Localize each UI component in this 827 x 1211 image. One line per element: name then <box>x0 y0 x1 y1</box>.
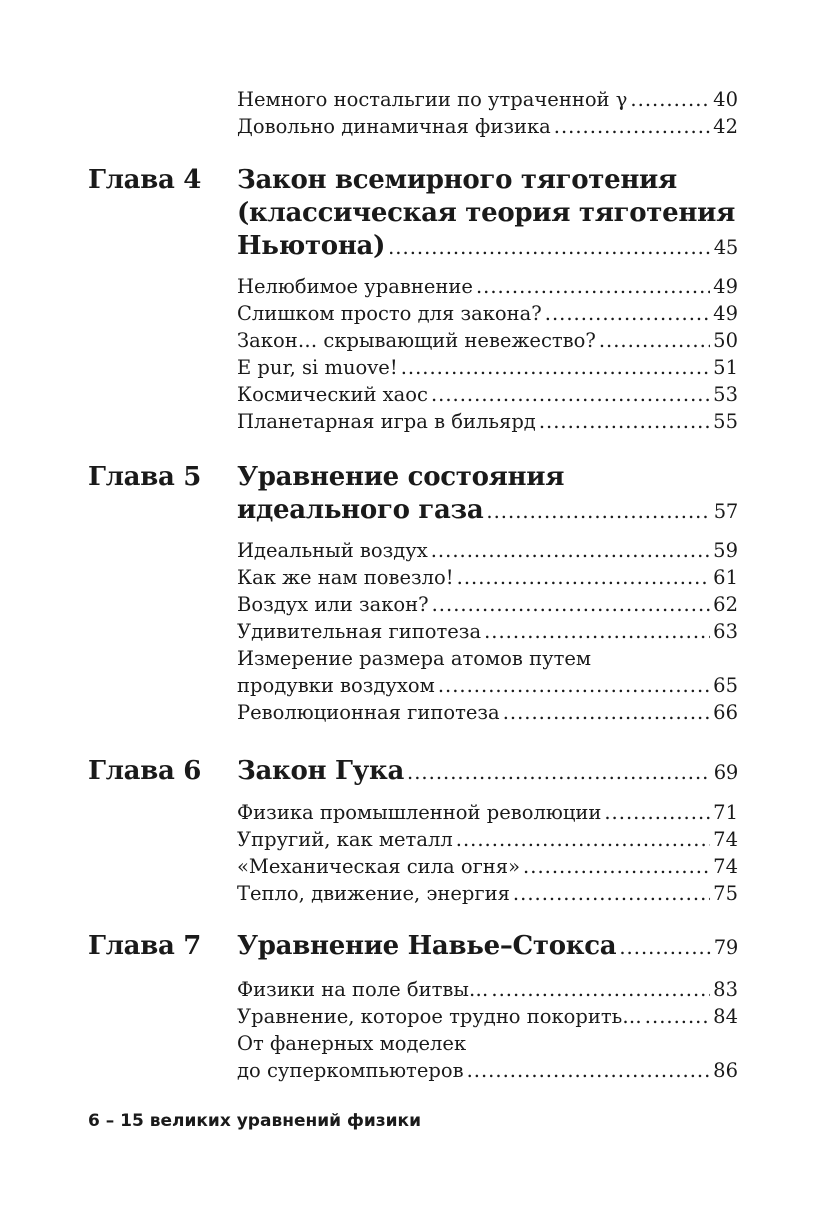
toc-entry-page: 75 <box>713 882 738 905</box>
chapter-page: 45 <box>713 236 738 259</box>
toc-entry-title: Планетарная игра в бильярд <box>237 410 536 433</box>
toc-entry-page: 50 <box>713 329 738 352</box>
toc-entry-title: Воздух или закон? <box>237 593 429 616</box>
toc-entry-page: 71 <box>713 801 738 824</box>
chapter-title <box>237 164 738 263</box>
toc-entry-title: Упругий, как металл <box>237 828 453 851</box>
toc-entry-page: 63 <box>713 620 738 643</box>
toc-entry-title: Закон… скрывающий невежество? <box>237 329 596 352</box>
chapter-page: 69 <box>713 761 738 784</box>
toc-entry-page: 49 <box>713 275 738 298</box>
leader-dots <box>604 799 710 826</box>
leader-dots <box>491 976 710 1003</box>
toc-entry-page: 49 <box>713 302 738 325</box>
toc-entry-page: 74 <box>713 855 738 878</box>
leader-dots <box>438 672 710 699</box>
chapter-title-line: Уравнение состояния <box>237 462 565 492</box>
toc-entry-title: Как же нам повезло! <box>237 566 454 589</box>
toc-entry-title: E pur, si muove! <box>237 356 398 379</box>
leader-dots <box>431 381 710 408</box>
leader-dots <box>431 537 710 564</box>
toc-entry-title: Довольно динамичная физика <box>237 115 551 138</box>
chapter-label: Глава 4 <box>88 165 202 195</box>
toc-entry-page: 53 <box>713 383 738 406</box>
toc-entry-page: 84 <box>713 1005 738 1028</box>
toc-entry <box>237 113 738 140</box>
toc-entry-page: 66 <box>713 701 738 724</box>
toc-entry-title: продувки воздухом <box>237 674 435 697</box>
chapter-title <box>237 930 738 963</box>
leader-dots <box>388 231 711 264</box>
chapter-label: Глава 5 <box>88 462 202 492</box>
toc-entry <box>237 537 738 726</box>
chapter-page: 79 <box>713 936 738 959</box>
leader-dots <box>432 591 711 618</box>
leader-dots <box>467 1057 711 1084</box>
toc-entry-page: 74 <box>713 828 738 851</box>
chapter-title <box>237 461 738 527</box>
toc-entry-page: 62 <box>713 593 738 616</box>
toc-entry-title: Идеальный воздух <box>237 539 428 562</box>
toc-entry-page: 40 <box>713 88 738 111</box>
toc-entry <box>237 976 738 1084</box>
toc-entry <box>237 86 738 113</box>
chapter-page: 57 <box>713 500 738 523</box>
toc-entry-page: 61 <box>713 566 738 589</box>
leader-dots <box>523 853 710 880</box>
toc-entry-title: до суперкомпьютеров <box>237 1059 464 1082</box>
leader-dots <box>457 564 711 591</box>
toc-entry-title: Удивительная гипотеза <box>237 620 482 643</box>
toc-entry-page: 55 <box>713 410 738 433</box>
leader-dots <box>513 880 710 907</box>
leader-dots <box>630 86 710 113</box>
leader-dots <box>401 354 710 381</box>
toc-entry-title: Уравнение, которое трудно покорить… <box>237 1005 642 1028</box>
chapter-title-line: Ньютона) <box>237 231 386 261</box>
toc-entry-title: Немного ностальгии по утраченной γ <box>237 88 628 111</box>
toc-entry-title: Слишком просто для закона? <box>237 302 542 325</box>
leader-dots <box>554 113 710 140</box>
toc-entry-title: Нелюбимое уравнение <box>237 275 473 298</box>
leader-dots <box>645 1003 710 1030</box>
toc-entry-title: Революционная гипотеза <box>237 701 500 724</box>
toc-entry-title: Измерение размера атомов путем <box>237 647 592 670</box>
toc-entry <box>237 273 738 435</box>
toc-entry-title: Физика промышленной революции <box>237 801 602 824</box>
page-footer: 6 – 15 великих уравнений физики <box>88 1111 421 1131</box>
chapter-label: Глава 7 <box>88 931 202 961</box>
chapter-title-line: Уравнение Навье–Стокса <box>237 931 617 961</box>
leader-dots <box>486 495 710 528</box>
chapter-title-line: идеального газа <box>237 495 484 525</box>
leader-dots <box>503 699 710 726</box>
leader-dots <box>539 408 710 435</box>
leader-dots <box>407 756 711 789</box>
toc-entry-page: 86 <box>713 1059 738 1082</box>
leader-dots <box>484 618 710 645</box>
toc-entry <box>237 799 738 907</box>
toc-entry-title: Космический хаос <box>237 383 428 406</box>
leader-dots <box>476 273 710 300</box>
toc-entry-title: Физики на поле битвы… <box>237 978 489 1001</box>
chapter-label: Глава 6 <box>88 756 202 786</box>
chapter-title-line: Закон Гука <box>237 756 405 786</box>
chapter-title-line: Закон всемирного тяготения <box>237 165 677 195</box>
toc-entry-title: От фанерных моделек <box>237 1032 467 1055</box>
leader-dots <box>545 300 710 327</box>
toc-entry-page: 51 <box>713 356 738 379</box>
toc-entry-title: Тепло, движение, энергия <box>237 882 510 905</box>
toc-entry-page: 65 <box>713 674 738 697</box>
toc-entry-title: «Механическая сила огня» <box>237 855 521 878</box>
chapter-title <box>237 755 738 788</box>
leader-dots <box>456 826 710 853</box>
leader-dots <box>599 327 710 354</box>
toc-entry-page: 83 <box>713 978 738 1001</box>
chapter-title-line: (классическая теория тяготения <box>237 198 735 228</box>
toc-entry-page: 42 <box>713 115 738 138</box>
leader-dots <box>619 931 710 964</box>
toc-entry-page: 59 <box>713 539 738 562</box>
